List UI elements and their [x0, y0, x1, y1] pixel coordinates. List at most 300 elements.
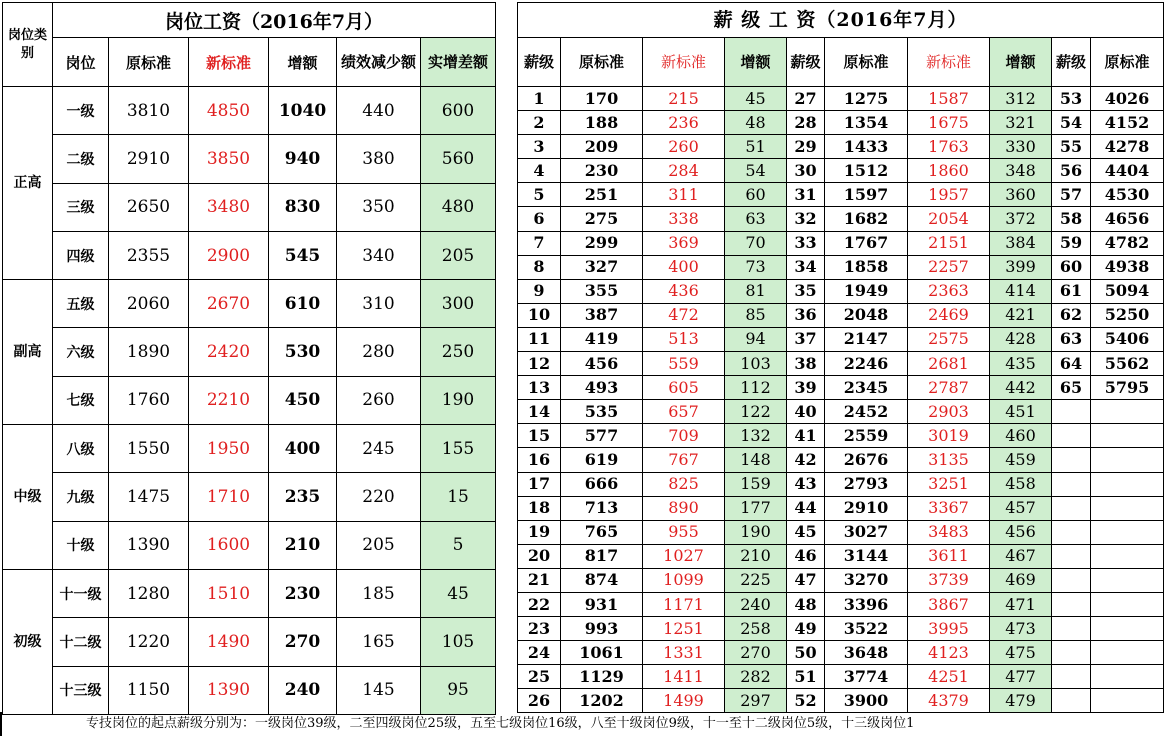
- new-standard-cell: 2787: [908, 376, 990, 400]
- old-standard-cell: 993: [561, 617, 643, 641]
- post-salary-row: [3, 231, 496, 279]
- scale-salary-row: [518, 400, 1164, 424]
- increase-cell: 471: [990, 592, 1052, 616]
- scale-cell: 1: [518, 87, 561, 111]
- grade-cell: 五级: [53, 280, 109, 328]
- increase-cell: 348: [990, 159, 1052, 183]
- scale-cell: 59: [1052, 231, 1091, 255]
- old-standard-cell: 1202: [561, 689, 643, 713]
- actual-increase-cell: 45: [421, 569, 496, 617]
- new-standard-cell: 3019: [908, 424, 990, 448]
- grade-cell: 二级: [53, 135, 109, 183]
- old-standard-cell: [1091, 665, 1164, 689]
- scale-salary-row: [518, 183, 1164, 207]
- new-standard-cell: 4850: [189, 87, 269, 135]
- scale-cell: 54: [1052, 111, 1091, 135]
- scale-cell: [1052, 520, 1091, 544]
- header-new-standard: 新标准: [908, 38, 990, 87]
- increase-cell: 459: [990, 448, 1052, 472]
- increase-cell: 473: [990, 617, 1052, 641]
- post-salary-title: 岗位工资（2016年7月）: [53, 3, 496, 38]
- scale-cell: 2: [518, 111, 561, 135]
- scale-cell: [1052, 641, 1091, 665]
- old-standard-cell: 5094: [1091, 279, 1164, 303]
- scale-cell: 12: [518, 352, 561, 376]
- performance-reduction-cell: 280: [337, 328, 421, 376]
- new-standard-cell: 2054: [908, 207, 990, 231]
- old-standard-cell: 170: [561, 87, 643, 111]
- performance-reduction-cell: 185: [337, 569, 421, 617]
- new-standard-cell: 284: [643, 159, 725, 183]
- new-standard-cell: 955: [643, 520, 725, 544]
- old-standard-cell: 1475: [109, 473, 189, 521]
- new-standard-cell: 605: [643, 376, 725, 400]
- increase-cell: 414: [990, 279, 1052, 303]
- increase-cell: 372: [990, 207, 1052, 231]
- increase-cell: 469: [990, 568, 1052, 592]
- old-standard-cell: 4530: [1091, 183, 1164, 207]
- new-standard-cell: 4379: [908, 689, 990, 713]
- old-standard-cell: 4278: [1091, 135, 1164, 159]
- new-standard-cell: 1600: [189, 521, 269, 569]
- scale-cell: 48: [787, 592, 825, 616]
- increase-cell: 1040: [269, 87, 337, 135]
- old-standard-cell: 874: [561, 568, 643, 592]
- scale-cell: 34: [787, 255, 825, 279]
- new-standard-cell: 1490: [189, 618, 269, 666]
- header-increase: 增额: [269, 38, 337, 87]
- old-standard-cell: 1760: [109, 376, 189, 424]
- new-standard-cell: 1763: [908, 135, 990, 159]
- increase-cell: 270: [725, 641, 787, 665]
- old-standard-cell: 3810: [109, 87, 189, 135]
- increase-cell: 45: [725, 87, 787, 111]
- actual-increase-cell: 600: [421, 87, 496, 135]
- old-standard-cell: 5795: [1091, 376, 1164, 400]
- scale-cell: 60: [1052, 255, 1091, 279]
- old-standard-cell: 535: [561, 400, 643, 424]
- new-standard-cell: 338: [643, 207, 725, 231]
- actual-increase-cell: 15: [421, 473, 496, 521]
- scale-cell: 31: [787, 183, 825, 207]
- new-standard-cell: 1251: [643, 617, 725, 641]
- increase-cell: 467: [990, 544, 1052, 568]
- old-standard-cell: [1091, 641, 1164, 665]
- new-standard-cell: 1099: [643, 568, 725, 592]
- scale-salary-row: [518, 424, 1164, 448]
- old-standard-cell: 2355: [109, 231, 189, 279]
- increase-cell: 400: [269, 425, 337, 473]
- scale-cell: 24: [518, 641, 561, 665]
- increase-cell: 70: [725, 231, 787, 255]
- grade-cell: 十一级: [53, 569, 109, 617]
- scale-salary-row: [518, 207, 1164, 231]
- scale-cell: [1052, 544, 1091, 568]
- new-standard-cell: 1587: [908, 87, 990, 111]
- scale-cell: [1052, 424, 1091, 448]
- increase-cell: 63: [725, 207, 787, 231]
- scale-cell: [1052, 496, 1091, 520]
- scale-cell: 41: [787, 424, 825, 448]
- scale-cell: 19: [518, 520, 561, 544]
- new-standard-cell: 400: [643, 255, 725, 279]
- old-standard-cell: 299: [561, 231, 643, 255]
- scale-cell: 35: [787, 279, 825, 303]
- increase-cell: 297: [725, 689, 787, 713]
- scale-cell: 33: [787, 231, 825, 255]
- actual-increase-cell: 190: [421, 376, 496, 424]
- scale-cell: [1052, 689, 1091, 713]
- increase-cell: 321: [990, 111, 1052, 135]
- increase-cell: 103: [725, 352, 787, 376]
- increase-cell: 312: [990, 87, 1052, 111]
- new-standard-cell: 260: [643, 135, 725, 159]
- header-grade: 岗位: [53, 38, 109, 87]
- header-scale: 薪级: [518, 38, 561, 87]
- header-new-standard: 新标准: [189, 38, 269, 87]
- increase-cell: 360: [990, 183, 1052, 207]
- increase-cell: 421: [990, 303, 1052, 327]
- increase-cell: 258: [725, 617, 787, 641]
- performance-reduction-cell: 145: [337, 666, 421, 714]
- new-standard-cell: 1710: [189, 473, 269, 521]
- old-standard-cell: 4404: [1091, 159, 1164, 183]
- performance-reduction-cell: 310: [337, 280, 421, 328]
- scale-cell: 22: [518, 592, 561, 616]
- scale-cell: 65: [1052, 376, 1091, 400]
- new-standard-cell: 3480: [189, 183, 269, 231]
- new-standard-cell: 767: [643, 448, 725, 472]
- increase-cell: 94: [725, 327, 787, 351]
- old-standard-cell: 2676: [825, 448, 908, 472]
- increase-cell: 51: [725, 135, 787, 159]
- old-standard-cell: 931: [561, 592, 643, 616]
- new-standard-cell: 890: [643, 496, 725, 520]
- old-standard-cell: 1150: [109, 666, 189, 714]
- scale-cell: 29: [787, 135, 825, 159]
- scale-cell: 50: [787, 641, 825, 665]
- old-standard-cell: 5406: [1091, 327, 1164, 351]
- performance-reduction-cell: 340: [337, 231, 421, 279]
- post-salary-row: [3, 666, 496, 714]
- new-standard-cell: 657: [643, 400, 725, 424]
- old-standard-cell: 1767: [825, 231, 908, 255]
- grade-cell: 十级: [53, 521, 109, 569]
- old-standard-cell: 619: [561, 448, 643, 472]
- old-standard-cell: 230: [561, 159, 643, 183]
- increase-cell: 530: [269, 328, 337, 376]
- old-standard-cell: [1091, 448, 1164, 472]
- footnote: 专技岗位的起点薪级分别为：一级岗位39级，二至四级岗位25级，五至七级岗位16级，八至十级岗位9级，十一至十二级岗位5级，十三级岗位1: [0, 712, 1166, 736]
- scale-cell: 16: [518, 448, 561, 472]
- old-standard-cell: 2793: [825, 472, 908, 496]
- scale-salary-row: [518, 641, 1164, 665]
- post-salary-row: [3, 425, 496, 473]
- grade-cell: 四级: [53, 231, 109, 279]
- header-increase: 增额: [990, 38, 1052, 87]
- increase-cell: 451: [990, 400, 1052, 424]
- increase-cell: 159: [725, 472, 787, 496]
- post-salary-row: [3, 280, 496, 328]
- old-standard-cell: [1091, 496, 1164, 520]
- scale-cell: 13: [518, 376, 561, 400]
- scale-salary-row: [518, 87, 1164, 111]
- new-standard-cell: 215: [643, 87, 725, 111]
- old-standard-cell: 209: [561, 135, 643, 159]
- new-standard-cell: 2900: [189, 231, 269, 279]
- old-standard-cell: 2910: [109, 135, 189, 183]
- old-standard-cell: 1433: [825, 135, 908, 159]
- new-standard-cell: 2363: [908, 279, 990, 303]
- scale-cell: 58: [1052, 207, 1091, 231]
- increase-cell: 190: [725, 520, 787, 544]
- scale-salary-row: [518, 231, 1164, 255]
- scale-salary-row: [518, 689, 1164, 713]
- old-standard-cell: 2048: [825, 303, 908, 327]
- old-standard-cell: 1550: [109, 425, 189, 473]
- new-standard-cell: 3367: [908, 496, 990, 520]
- scale-salary-row: [518, 327, 1164, 351]
- category-cell: 初级: [3, 569, 53, 714]
- new-standard-cell: 2210: [189, 376, 269, 424]
- scale-cell: 36: [787, 303, 825, 327]
- increase-cell: 458: [990, 472, 1052, 496]
- new-standard-cell: 3135: [908, 448, 990, 472]
- new-standard-cell: 1510: [189, 569, 269, 617]
- scale-cell: 64: [1052, 352, 1091, 376]
- increase-cell: 399: [990, 255, 1052, 279]
- old-standard-cell: 419: [561, 327, 643, 351]
- new-standard-cell: 1027: [643, 544, 725, 568]
- scale-cell: 62: [1052, 303, 1091, 327]
- old-standard-cell: 4938: [1091, 255, 1164, 279]
- scale-cell: 9: [518, 279, 561, 303]
- increase-cell: 60: [725, 183, 787, 207]
- scale-cell: [1052, 592, 1091, 616]
- scale-cell: 51: [787, 665, 825, 689]
- actual-increase-cell: 105: [421, 618, 496, 666]
- increase-cell: 940: [269, 135, 337, 183]
- scale-cell: 5: [518, 183, 561, 207]
- header-performance-reduction: 绩效减少额: [337, 38, 421, 87]
- old-standard-cell: 4152: [1091, 111, 1164, 135]
- scale-salary-row: [518, 544, 1164, 568]
- scale-cell: 55: [1052, 135, 1091, 159]
- new-standard-cell: 2469: [908, 303, 990, 327]
- old-standard-cell: 2147: [825, 327, 908, 351]
- old-standard-cell: [1091, 592, 1164, 616]
- new-standard-cell: 1171: [643, 592, 725, 616]
- increase-cell: 282: [725, 665, 787, 689]
- post-salary-row: [3, 328, 496, 376]
- scale-cell: 61: [1052, 279, 1091, 303]
- old-standard-cell: 2345: [825, 376, 908, 400]
- increase-cell: 73: [725, 255, 787, 279]
- new-standard-cell: 2420: [189, 328, 269, 376]
- scale-cell: 27: [787, 87, 825, 111]
- old-standard-cell: 765: [561, 520, 643, 544]
- new-standard-cell: 472: [643, 303, 725, 327]
- scale-salary-row: [518, 376, 1164, 400]
- scale-cell: 56: [1052, 159, 1091, 183]
- new-standard-cell: 369: [643, 231, 725, 255]
- new-standard-cell: 3995: [908, 617, 990, 641]
- increase-cell: 428: [990, 327, 1052, 351]
- new-standard-cell: 1331: [643, 641, 725, 665]
- old-standard-cell: 493: [561, 376, 643, 400]
- old-standard-cell: 355: [561, 279, 643, 303]
- increase-cell: 148: [725, 448, 787, 472]
- scale-cell: 30: [787, 159, 825, 183]
- scale-cell: 10: [518, 303, 561, 327]
- new-standard-cell: 1860: [908, 159, 990, 183]
- old-standard-cell: 3270: [825, 568, 908, 592]
- scale-salary-title: 薪 级 工 资（2016年7月）: [518, 3, 1164, 38]
- new-standard-cell: 2575: [908, 327, 990, 351]
- performance-reduction-cell: 220: [337, 473, 421, 521]
- old-standard-cell: 4782: [1091, 231, 1164, 255]
- old-standard-cell: 1220: [109, 618, 189, 666]
- old-standard-cell: 2452: [825, 400, 908, 424]
- performance-reduction-cell: 260: [337, 376, 421, 424]
- old-standard-cell: [1091, 424, 1164, 448]
- scale-cell: 43: [787, 472, 825, 496]
- scale-cell: 7: [518, 231, 561, 255]
- increase-cell: 122: [725, 400, 787, 424]
- actual-increase-cell: 250: [421, 328, 496, 376]
- new-standard-cell: 1390: [189, 666, 269, 714]
- actual-increase-cell: 480: [421, 183, 496, 231]
- increase-cell: 457: [990, 496, 1052, 520]
- new-standard-cell: 559: [643, 352, 725, 376]
- scale-cell: 14: [518, 400, 561, 424]
- new-standard-cell: 1957: [908, 183, 990, 207]
- actual-increase-cell: 5: [421, 521, 496, 569]
- performance-reduction-cell: 245: [337, 425, 421, 473]
- new-standard-cell: 4123: [908, 641, 990, 665]
- grade-cell: 八级: [53, 425, 109, 473]
- scale-cell: 53: [1052, 87, 1091, 111]
- scale-salary-row: [518, 592, 1164, 616]
- category-cell: 中级: [3, 425, 53, 570]
- post-salary-row: [3, 569, 496, 617]
- old-standard-cell: [1091, 520, 1164, 544]
- increase-cell: 830: [269, 183, 337, 231]
- performance-reduction-cell: 165: [337, 618, 421, 666]
- increase-cell: 85: [725, 303, 787, 327]
- old-standard-cell: 3144: [825, 544, 908, 568]
- scale-salary-table: [517, 2, 1164, 713]
- scale-cell: 23: [518, 617, 561, 641]
- new-standard-cell: 1950: [189, 425, 269, 473]
- scale-salary-row: [518, 352, 1164, 376]
- old-standard-cell: [1091, 568, 1164, 592]
- increase-cell: 330: [990, 135, 1052, 159]
- scale-cell: [1052, 617, 1091, 641]
- increase-cell: 435: [990, 352, 1052, 376]
- increase-cell: 270: [269, 618, 337, 666]
- increase-cell: 210: [269, 521, 337, 569]
- increase-cell: 479: [990, 689, 1052, 713]
- new-standard-cell: 3739: [908, 568, 990, 592]
- increase-cell: 210: [725, 544, 787, 568]
- scale-cell: 26: [518, 689, 561, 713]
- grade-cell: 一级: [53, 87, 109, 135]
- header-old-standard: 原标准: [561, 38, 643, 87]
- scale-cell: 28: [787, 111, 825, 135]
- scale-cell: 40: [787, 400, 825, 424]
- increase-cell: 240: [725, 592, 787, 616]
- old-standard-cell: 1597: [825, 183, 908, 207]
- scale-salary-row: [518, 303, 1164, 327]
- increase-cell: 225: [725, 568, 787, 592]
- header-scale: 薪级: [1052, 38, 1091, 87]
- old-standard-cell: 5250: [1091, 303, 1164, 327]
- increase-cell: 610: [269, 280, 337, 328]
- old-standard-cell: 1275: [825, 87, 908, 111]
- new-standard-cell: 436: [643, 279, 725, 303]
- increase-cell: 477: [990, 665, 1052, 689]
- old-standard-cell: 1949: [825, 279, 908, 303]
- old-standard-cell: [1091, 689, 1164, 713]
- header-new-standard: 新标准: [643, 38, 725, 87]
- scale-cell: 18: [518, 496, 561, 520]
- old-standard-cell: 387: [561, 303, 643, 327]
- old-standard-cell: 4656: [1091, 207, 1164, 231]
- scale-cell: 4: [518, 159, 561, 183]
- scale-cell: 6: [518, 207, 561, 231]
- scale-salary-row: [518, 472, 1164, 496]
- grade-cell: 九级: [53, 473, 109, 521]
- scale-cell: 37: [787, 327, 825, 351]
- post-salary-row: [3, 618, 496, 666]
- scale-cell: [1052, 665, 1091, 689]
- increase-cell: 240: [269, 666, 337, 714]
- actual-increase-cell: 560: [421, 135, 496, 183]
- increase-cell: 132: [725, 424, 787, 448]
- scale-salary-row: [518, 665, 1164, 689]
- old-standard-cell: 251: [561, 183, 643, 207]
- increase-cell: 450: [269, 376, 337, 424]
- post-salary-row: [3, 183, 496, 231]
- old-standard-cell: 1061: [561, 641, 643, 665]
- old-standard-cell: 1129: [561, 665, 643, 689]
- scale-cell: 49: [787, 617, 825, 641]
- old-standard-cell: 5562: [1091, 352, 1164, 376]
- increase-cell: 545: [269, 231, 337, 279]
- old-standard-cell: 2910: [825, 496, 908, 520]
- increase-cell: 235: [269, 473, 337, 521]
- scale-cell: [1052, 400, 1091, 424]
- new-standard-cell: 236: [643, 111, 725, 135]
- scale-cell: 45: [787, 520, 825, 544]
- performance-reduction-cell: 205: [337, 521, 421, 569]
- scale-cell: 46: [787, 544, 825, 568]
- new-standard-cell: 2903: [908, 400, 990, 424]
- scale-cell: 15: [518, 424, 561, 448]
- increase-cell: 81: [725, 279, 787, 303]
- new-standard-cell: 2670: [189, 280, 269, 328]
- old-standard-cell: 1354: [825, 111, 908, 135]
- old-standard-cell: 577: [561, 424, 643, 448]
- increase-cell: 54: [725, 159, 787, 183]
- increase-cell: 456: [990, 520, 1052, 544]
- new-standard-cell: 3251: [908, 472, 990, 496]
- scale-cell: 38: [787, 352, 825, 376]
- old-standard-cell: 3522: [825, 617, 908, 641]
- scale-cell: 42: [787, 448, 825, 472]
- old-standard-cell: 456: [561, 352, 643, 376]
